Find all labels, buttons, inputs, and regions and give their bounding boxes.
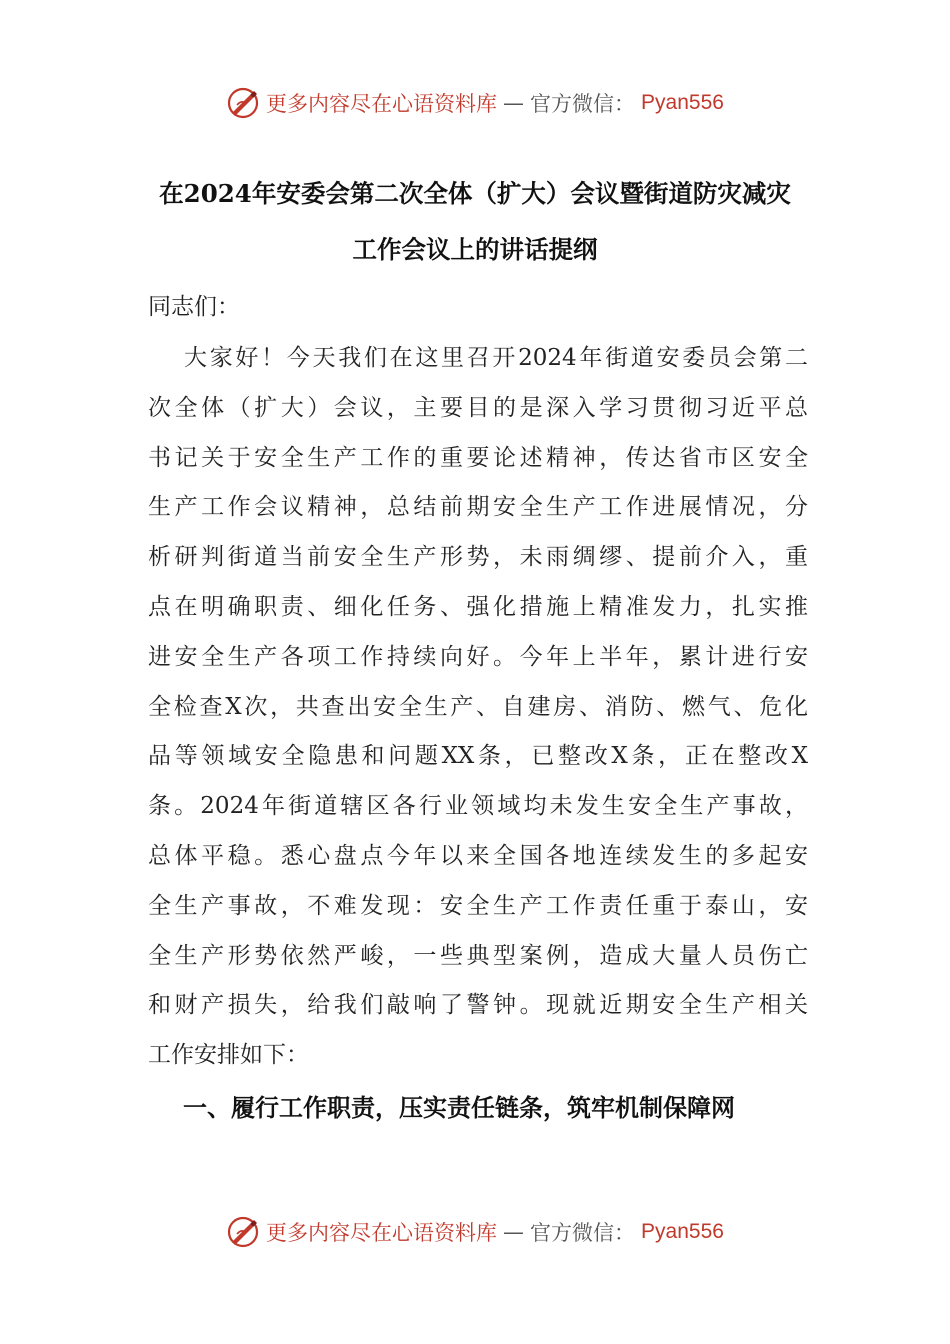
footer-watermark [0, 1212, 950, 1252]
paragraph-line: 进安全生产各项工作持续向好。今年上半年，累计进行安 [148, 643, 808, 670]
pen-logo-icon [226, 1215, 260, 1249]
paragraph-line: 和财产损失，给我们敲响了警钟。现就近期安全生产相关 [148, 992, 808, 1019]
watermark-contact-id: Pyan556 [641, 1220, 724, 1243]
section-heading: 一、履行工作职责，压实责任链条，筑牢机制保障网 [183, 1093, 735, 1122]
paragraph-line: 总体平稳。悉心盘点今年以来全国各地连续发生的多起安 [148, 842, 808, 869]
paragraph-line: 全检查X次，共查出安全生产、自建房、消防、燃气、危化 [148, 693, 808, 720]
paragraph-line: 次全体（扩大）会议，主要目的是深入学习贯彻习近平总 [148, 394, 808, 421]
watermark-dash: — [503, 1220, 525, 1244]
greeting: 同志们： [148, 294, 240, 320]
pen-logo-icon [226, 86, 260, 120]
paragraph-line: 全生产事故，不难发现：安全生产工作责任重于泰山，安 [148, 892, 808, 919]
document-title [148, 166, 802, 278]
title-line: 在2024年安委会第二次全体（扩大）会议暨街道防灾减灾 [159, 179, 791, 208]
paragraph-line: 全生产形势依然严峻，一些典型案例，造成大量人员伤亡 [148, 942, 808, 969]
watermark-dash: — [503, 91, 525, 115]
watermark-text: 更多内容尽在心语资料库 [266, 92, 498, 116]
watermark-text: 更多内容尽在心语资料库 [266, 1221, 498, 1245]
paragraph-line: 点在明确职责、细化任务、强化措施上精准发力，扎实推 [148, 593, 808, 620]
paragraph-line: 品等领域安全隐患和问题XX条，已整改X条，正在整改X [148, 743, 808, 770]
watermark-contact-label: 官方微信： [530, 92, 636, 116]
paragraph-line: 析研判街道当前安全生产形势，未雨绸缪、提前介入，重 [148, 544, 808, 571]
header-watermark [0, 83, 950, 123]
title-line: 工作会议上的讲话提纲 [352, 235, 598, 264]
watermark-contact-label: 官方微信： [530, 1221, 636, 1245]
paragraph-line: 书记关于安全生产工作的重要论述精神，传达省市区安全 [148, 444, 808, 471]
paragraph-line: 条。2024年街道辖区各行业领域均未发生安全生产事故， [148, 793, 808, 820]
paragraph-line: 生产工作会议精神，总结前期安全生产工作进展情况，分 [148, 494, 808, 521]
paragraph-line: 工作安排如下： [148, 1042, 309, 1069]
body-paragraph [148, 334, 808, 1081]
watermark-contact-id: Pyan556 [641, 91, 724, 114]
paragraph-line: 大家好！今天我们在这里召开2024年街道安委员会第二 [184, 345, 808, 371]
